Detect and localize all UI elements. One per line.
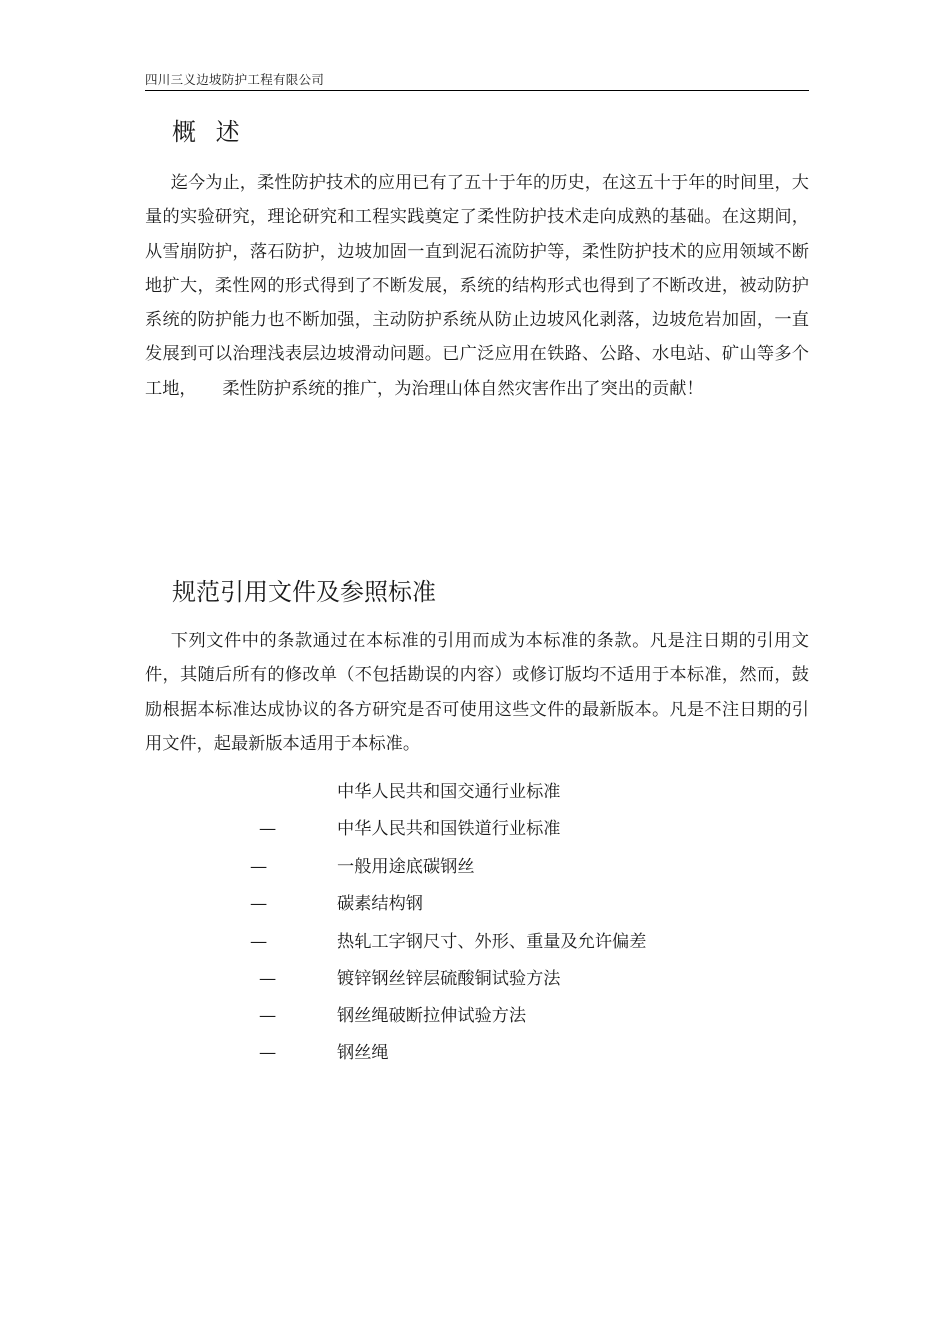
standard-dash: — <box>259 819 277 839</box>
standard-dash: — <box>259 969 277 989</box>
standard-title: 中华人民共和国交通行业标准 <box>337 782 561 802</box>
standard-title: 一般用途底碳钢丝 <box>337 857 475 877</box>
standard-item <box>0 852 950 882</box>
references-paragraph: 下列文件中的条款通过在本标准的引用而成为本标准的条款。凡是注日期的引用文件，其随后所有的修改单（不包括勘误的内容）或修订版均不适用于本标准，然而，鼓励根据本标准达成协议的各方研究是否可使用这些文件的最新版本。凡是不注日期的引用文件，起最新版本适用于本标准。 <box>145 631 809 754</box>
standard-dash: — <box>250 857 268 877</box>
standard-title: 钢丝绳破断拉伸试验方法 <box>337 1006 527 1026</box>
standard-title: 热轧工字钢尺寸、外形、重量及允许偏差 <box>337 932 647 952</box>
standard-item <box>0 1038 950 1068</box>
standard-item <box>0 814 950 844</box>
overview-heading: 概 述 <box>172 118 246 146</box>
company-name: 四川三义边坡防护工程有限公司 <box>145 72 325 87</box>
standard-item <box>0 964 950 994</box>
references-heading: 规范引用文件及参照标准 <box>172 578 436 606</box>
standard-dash: — <box>259 1043 277 1063</box>
standard-title: 碳素结构钢 <box>337 894 423 914</box>
standard-title: 中华人民共和国铁道行业标准 <box>337 819 561 839</box>
standard-dash: — <box>250 932 268 952</box>
standard-title: 镀锌钢丝锌层硫酸铜试验方法 <box>337 969 561 989</box>
standard-item <box>0 1001 950 1031</box>
standard-title: 钢丝绳 <box>337 1043 389 1063</box>
standard-item <box>0 927 950 957</box>
standard-item <box>0 889 950 919</box>
standard-item <box>0 777 950 807</box>
overview-paragraph: 迄今为止，柔性防护技术的应用已有了五十于年的历史，在这五十于年的时间里，大量的实验研究，理论研究和工程实践奠定了柔性防护技术走向成熟的基础。在这期间，从雪崩防护，落石防护，边坡加固一直到泥石流防护等，柔性防护技术的应用领域不断地扩大，柔性网的形式得到了不断发展，系统的结构形式也得到了不断改进，被动防护系统的防护能力也不断加强，主动防护系统从防止边坡风化剥落，边坡危岩加固，一直发展到可以治理浅表层边坡滑动问题。已广泛应用在铁路、公路、水电站、矿山等多个工地， 柔性防护系统的推广，为治理山体自然灾害作出了突出的贡献！ <box>145 173 809 399</box>
standard-dash: — <box>259 1006 277 1026</box>
standard-dash: — <box>250 894 268 914</box>
page-header <box>145 70 809 91</box>
